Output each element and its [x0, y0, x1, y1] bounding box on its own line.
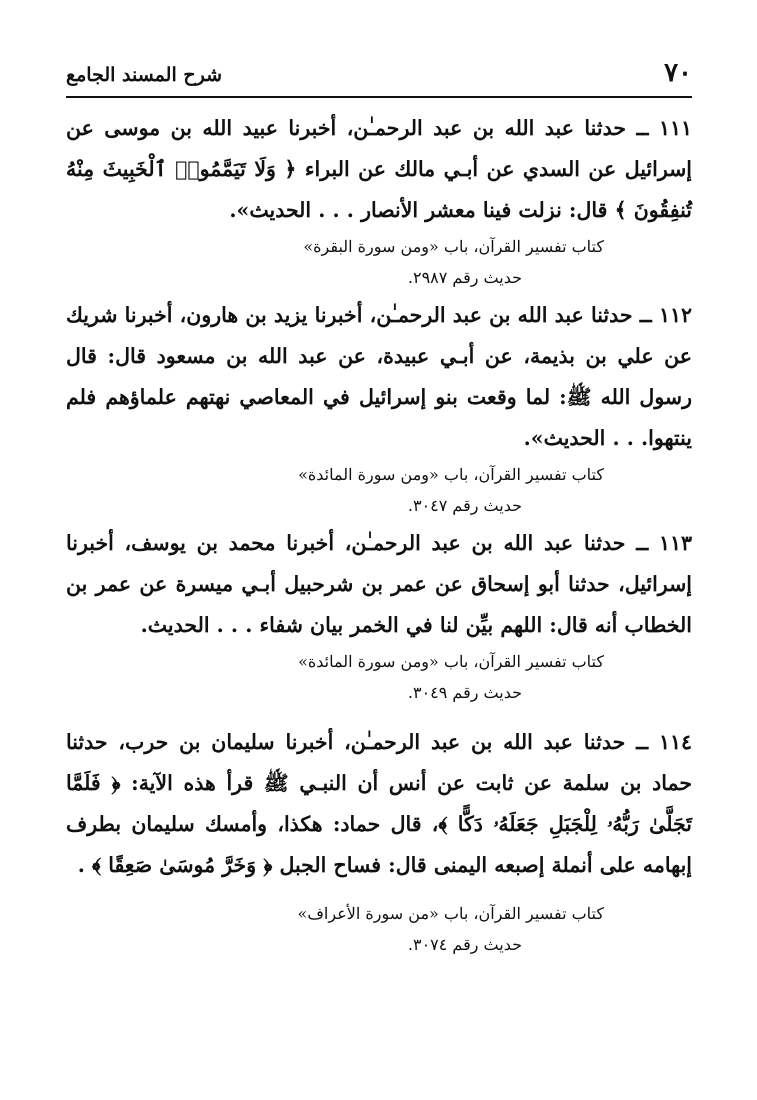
reference-book: كتاب تفسير القرآن، باب «ومن سورة البقرة» [303, 237, 604, 256]
hadith-block [66, 295, 692, 521]
hadith-reference [66, 459, 692, 521]
hadith-reference [66, 231, 692, 293]
hadith-text: ١١١ ــ حدثنا عبد الله بن عبد الرحمـٰن، أخبرنا عبيد الله بن موسى عن إسرائيل عن السدي عن أبـي مالك عن البراء ﴿ وَلَا تَيَمَّمُوا۟ ٱلْخَبِيثَ مِنْهُ تُنفِقُونَ ﴾ قال: نزلت فينا معشر الأنصار . . . الحديث». [66, 116, 692, 222]
hadith-block [66, 108, 692, 293]
hadith-text: ١١٣ ــ حدثنا عبد الله بن عبد الرحمـٰن، أخبرنا محمد بن يوسف، أخبرنا إسرائيل، حدثنا أبو إسحاق عن عمر بن شرحبيل أبـي ميسرة عن عمر بن الخطاب أنه قال: اللهم بيِّن لنا في الخمر بيان شفاء . . . الحديث. [66, 531, 692, 637]
reference-number: حديث رقم ٢٩٨٧. [407, 268, 522, 287]
hadith-reference [66, 646, 692, 708]
hadith-block [66, 523, 692, 708]
page-body [66, 108, 692, 962]
reference-book: كتاب تفسير القرآن، باب «ومن سورة المائدة» [298, 465, 604, 484]
reference-number: حديث رقم ٣٠٤٩. [407, 683, 522, 702]
page-header [66, 54, 692, 98]
header-divider [66, 96, 692, 98]
spacer [66, 886, 692, 898]
hadith-text: ١١٢ ــ حدثنا عبد الله بن عبد الرحمـٰن، أخبرنا يزيد بن هارون، أخبرنا شريك عن علي بن بذيمة، عن أبـي عبيدة، عن عبد الله بن مسعود قال: قال رسول الله ﷺ: لما وقعت بنو إسرائيل في المعاصي نهتهم علماؤهم فلم ينتهوا. . . الحديث». [66, 303, 692, 450]
reference-number: حديث رقم ٣٠٤٧. [407, 496, 522, 515]
hadith-block [66, 722, 692, 960]
running-title: شرح المسند الجامع [66, 64, 223, 86]
reference-book: كتاب تفسير القرآن، باب «ومن سورة المائدة» [298, 652, 604, 671]
hadith-reference [66, 898, 692, 960]
spacer [66, 710, 692, 722]
page-number: ٧٠ [664, 58, 692, 88]
reference-book: كتاب تفسير القرآن، باب «من سورة الأعراف» [297, 904, 604, 923]
hadith-text: ١١٤ ــ حدثنا عبد الله بن عبد الرحمـٰن، أخبرنا سليمان بن حرب، حدثنا حماد بن سلمة عن ثابت عن أنس أن النبـي ﷺ قرأ هذه الآية: ﴿ فَلَمَّا تَجَلَّىٰ رَبُّهُۥ لِلْجَبَلِ جَعَلَهُۥ دَكًّا ﴾، قال حماد: هكذا، وأمسك سليمان بطرف إبهامه على أنملة إصبعه اليمنى قال: فساح الجبل ﴿ وَخَرَّ مُوسَىٰ صَعِقًا ﴾ . [66, 730, 692, 877]
reference-number: حديث رقم ٣٠٧٤. [407, 935, 522, 954]
